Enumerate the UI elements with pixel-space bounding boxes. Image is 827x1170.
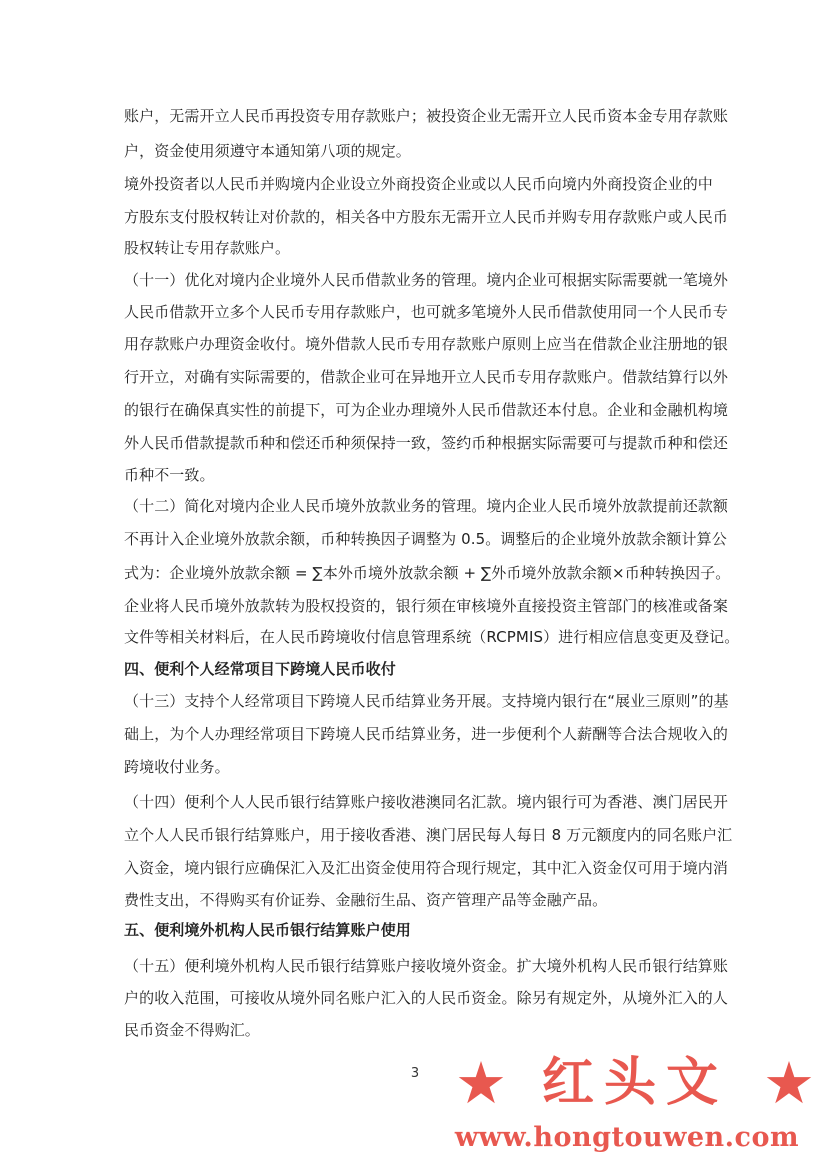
star-icon: ★ [762, 1049, 815, 1117]
body-line: 民币资金不得购汇。 [124, 1021, 260, 1039]
body-line: 不再计入企业境外放款余额，币种转换因子调整为 0.5。调整后的企业境外放款余额计算公 [124, 530, 727, 548]
body-line: 行开立，对确有实际需要的，借款企业可在异地开立人民币专用存款账户。借款结算行以外 [124, 368, 729, 386]
body-line: 用存款账户办理资金收付。境外借款人民币专用存款账户原则上应当在借款企业注册地的银 [124, 335, 729, 353]
watermark-text: 红头文 [541, 1052, 728, 1113]
body-line: 础上，为个人办理经常项目下跨境人民币结算业务，进一步便利个人薪酬等合法合规收入的 [124, 725, 729, 743]
section-heading: 五、便利境外机构人民币银行结算账户使用 [124, 921, 411, 939]
body-line: 境外投资者以人民币并购境内企业设立外商投资企业或以人民币向境内外商投资企业的中 [124, 175, 713, 193]
body-line: 的银行在确保真实性的前提下，可为企业办理境外人民币借款还本付息。企业和金融机构境 [124, 401, 729, 419]
body-line: 外人民币借款提款币种和偿还币种须保持一致，签约币种根据实际需要可与提款币种和偿还 [124, 434, 729, 452]
page-number: 3 [410, 1066, 420, 1081]
body-line: 方股东支付股权转让对价款的，相关各中方股东无需开立人民币并购专用存款账户或人民币 [124, 208, 729, 226]
body-line: 式为：企业境外放款余额 = ∑本外币境外放款余额 + ∑外币境外放款余额×币种转换因子。 [124, 564, 731, 582]
watermark-url: www.hongtouwen.com [454, 1122, 800, 1153]
body-line: （十四）便利个人人民币银行结算账户接收港澳同名汇款。境内银行可为香港、澳门居民开 [124, 793, 729, 811]
star-icon: ★ [455, 1049, 507, 1117]
body-line: 币种不一致。 [124, 466, 215, 484]
body-line: 账户，无需开立人民币再投资专用存款账户；被投资企业无需开立人民币资本金专用存款账 [124, 107, 729, 125]
body-line: 立个人人民币银行结算账户，用于接收香港、澳门居民每人每日 8 万元额度内的同名账户汇 [124, 826, 733, 844]
watermark-logo [455, 1050, 815, 1116]
body-line: 企业将人民币境外放款转为股权投资的，银行须在审核境外直接投资主管部门的核准或备案 [124, 597, 729, 615]
body-line: 入资金，境内银行应确保汇入及汇出资金使用符合现行规定，其中汇入资金仅可用于境内消 [124, 859, 729, 877]
body-line: 股权转让专用存款账户。 [124, 239, 291, 257]
body-line: （十一）优化对境内企业境外人民币借款业务的管理。境内企业可根据实际需要就一笔境外 [124, 271, 729, 289]
body-line: （十二）简化对境内企业人民币境外放款业务的管理。境内企业人民币境外放款提前还款额 [124, 497, 729, 515]
body-line: （十三）支持个人经常项目下跨境人民币结算业务开展。支持境内银行在“展业三原则”的基 [124, 692, 729, 710]
body-line: 文件等相关材料后，在人民币跨境收付信息管理系统（RCPMIS）进行相应信息变更及登记。 [124, 628, 740, 646]
body-line: 户，资金使用须遵守本通知第八项的规定。 [124, 142, 411, 160]
body-line: （十五）便利境外机构人民币银行结算账户接收境外资金。扩大境外机构人民币银行结算账 [124, 957, 729, 975]
body-line: 费性支出，不得购买有价证券、金融衍生品、资产管理产品等金融产品。 [124, 891, 608, 909]
body-line: 人民币借款开立多个人民币专用存款账户，也可就多笔境外人民币借款使用同一个人民币专 [124, 303, 729, 321]
body-line: 跨境收付业务。 [124, 758, 230, 776]
body-line: 户的收入范围，可接收从境外同名账户汇入的人民币资金。除另有规定外，从境外汇入的人 [124, 989, 729, 1007]
section-heading: 四、便利个人经常项目下跨境人民币收付 [124, 660, 396, 678]
